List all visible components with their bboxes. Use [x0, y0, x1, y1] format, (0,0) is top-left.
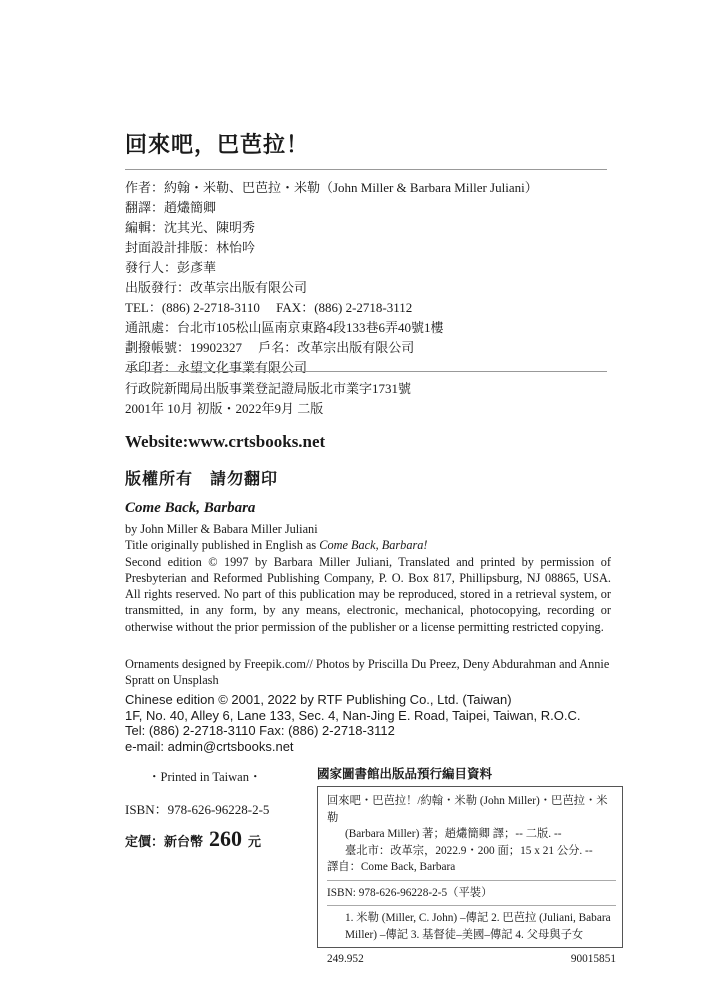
registration-block [125, 379, 411, 419]
credit-phone: TEL：(886) 2-2718-3110 FAX：(886) 2-2718-3112 [125, 300, 413, 315]
cip-original-title: 譯自：Come Back, Barbara [327, 861, 456, 873]
cip-entry-line: (Barbara Miller) 著；趙爜簡卿 譯；-- 二版. -- [345, 828, 562, 840]
cip-box [317, 786, 623, 965]
chinese-edition-copyright: Chinese edition © 2001, 2022 by RTF Publishing Co., Ltd. (Taiwan) [125, 692, 512, 707]
credit-account: 劃撥帳號：19902327 戶名：改革宗出版有限公司 [125, 340, 415, 355]
rights-notice: 版權所有 請勿翻印 [125, 471, 279, 488]
chinese-edition-address: 1F, No. 40, Alley 6, Lane 133, Sec. 4, Nan-Jing E. Road, Taipei, Taiwan, R.O.C. [125, 707, 581, 723]
website: Website:www.crtsbooks.net [125, 432, 326, 451]
copyright-paragraph: Second edition © 1997 by Barbara Miller Juliani, Translated and printed by permission of Presbyterian and Reformed Publishing Company, P. O. Box 817, Phillipsburg, NJ 08865, USA. All rights reserved. No part of this publication may be reproduced, stored in a retrieval system, or transmitted, in any form, by any means, electronic, mechanical, photocopying, recording or otherwise without the prior permission of the publisher or a license permitting restricted copying. [125, 554, 611, 634]
cip-record-number: 90015851 [570, 953, 616, 965]
cip-divider [327, 880, 616, 881]
edition-dates: 2001年 10月 初版・2022年9月 二版 [125, 401, 324, 416]
price-value: 260 [209, 826, 243, 851]
price [125, 826, 261, 852]
isbn: ISBN：978-626-96228-2-5 [125, 802, 270, 817]
credit-address: 通訊處：台北市105松山區南京東路4段133巷6弄40號1樓 [125, 320, 444, 335]
cip-divider [327, 905, 616, 906]
chinese-edition-email: e-mail: admin@crtsbooks.net [125, 738, 294, 754]
divider [125, 371, 607, 372]
credit-cover-design: 封面設計排版：林怡吟 [125, 240, 256, 255]
divider [125, 169, 607, 170]
ornaments-credit: Ornaments designed by Freepik.com// Photos by Priscilla Du Preez, Deny Abdurahman and Annie Spratt on Unsplash [125, 657, 610, 688]
credit-printer: 承印者：永望文化事業有限公司 [125, 360, 308, 375]
registration-license: 行政院新聞局出版事業登記證局版北市業字1731號 [125, 381, 412, 396]
chinese-edition-phone: Tel: (886) 2-2718-3110 Fax: (886) 2-2718-3112 [125, 723, 395, 738]
english-title: Come Back, Barbara [125, 500, 256, 516]
credit-publisher-person: 發行人：彭彥華 [125, 260, 217, 275]
cip-class-number: 249.952 [327, 953, 364, 965]
cip-subject-line: Miller) –傳記 3. 基督徒–美國–傳記 4. 父母與子女 [345, 928, 584, 941]
printed-in-taiwan: ・Printed in Taiwan・ [148, 770, 262, 784]
cip-call-numbers [327, 951, 616, 968]
credit-author: 作者：約翰・米勒、巴芭拉・米勒（John Miller & Barbara Miller Juliani） [125, 180, 538, 195]
cip-subject-line: 1. 米勒 (Miller, C. John) –傳記 2. 巴芭拉 (Juliani, Babara [345, 912, 611, 924]
credit-publisher: 出版發行：改革宗出版有限公司 [125, 280, 308, 295]
credit-translator: 翻譯：趙爜簡卿 [125, 200, 217, 215]
cip-isbn: ISBN: 978-626-96228-2-5（平裝） [327, 886, 493, 899]
price-label: 定價：新台幣 [125, 834, 204, 849]
cip-heading: 國家圖書館出版品預行編目資料 [317, 767, 493, 781]
english-copyright-block [125, 521, 611, 635]
chinese-edition-block [125, 692, 581, 754]
book-title: 回來吧，巴芭拉！ [125, 132, 310, 157]
price-unit: 元 [248, 834, 262, 849]
original-title-prefix: Title originally published in English as [125, 538, 320, 553]
english-byline: by John Miller & Babara Miller Juliani [125, 522, 318, 536]
cip-imprint-line: 臺北市：改革宗，2022.9・200 面；15 x 21 公分. -- [345, 844, 593, 857]
credits-block [125, 178, 538, 378]
cip-entry-line: 回來吧・巴芭拉！/約翰・米勒 (John Miller)・巴芭拉・米勒 [327, 795, 608, 824]
original-title-line [125, 537, 611, 553]
original-title: Come Back, Barbara! [319, 538, 428, 553]
credit-editor: 編輯：沈其光、陳明秀 [125, 220, 256, 235]
